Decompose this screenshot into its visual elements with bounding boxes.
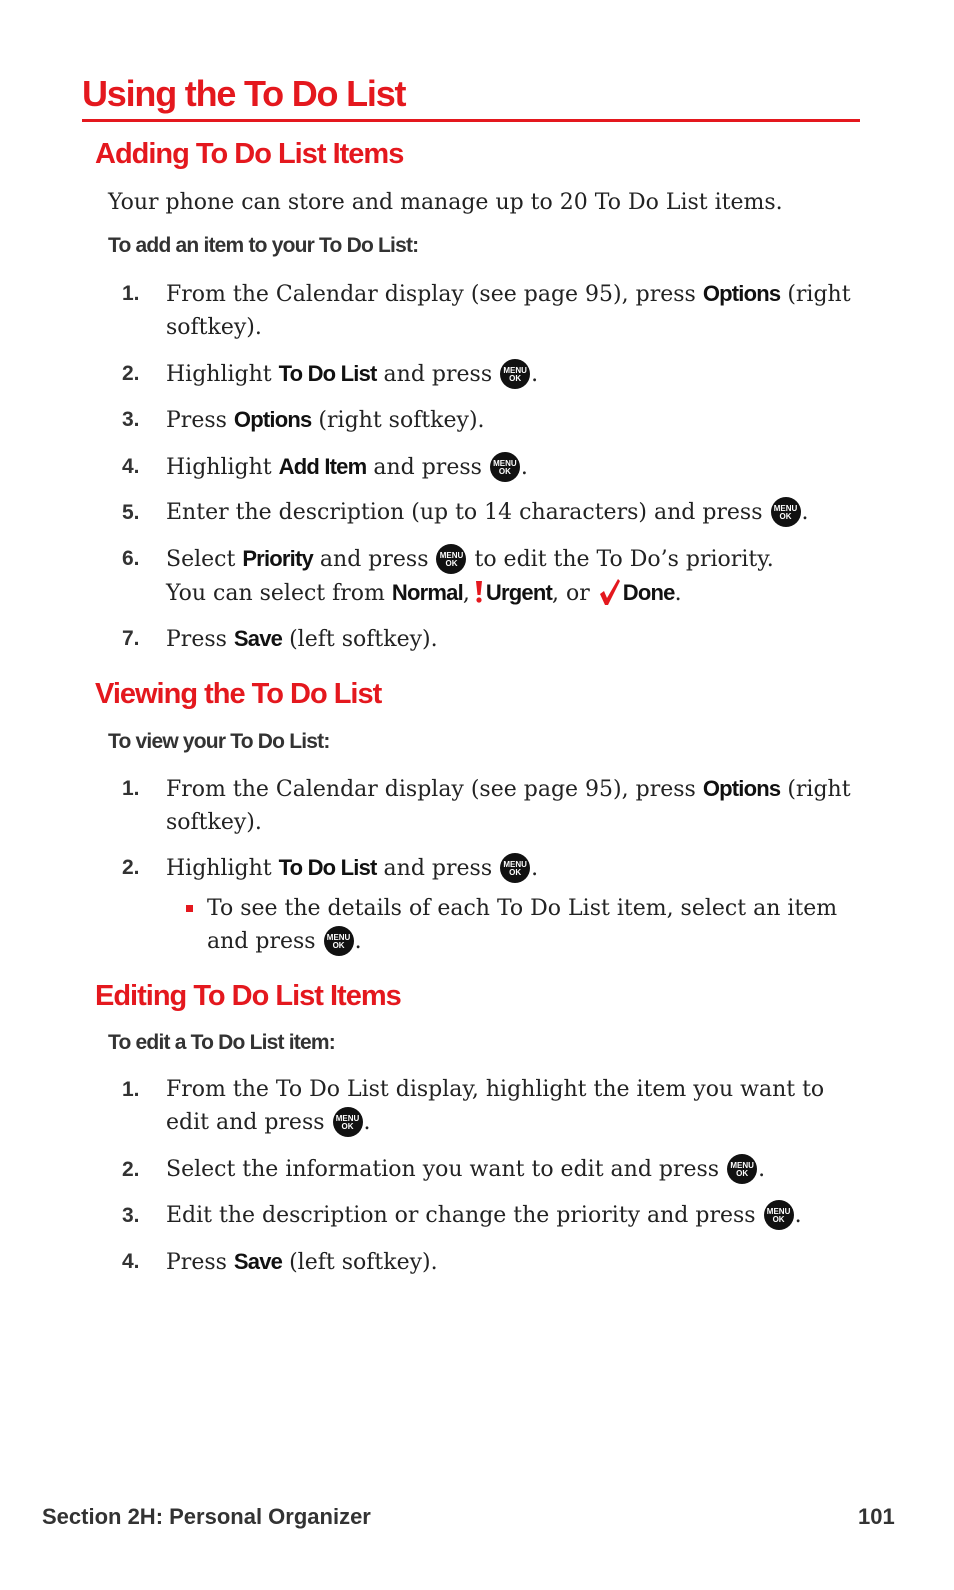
keyword-options: Options bbox=[702, 281, 781, 306]
step-text: From the Calendar display (see page 95), press bbox=[166, 282, 703, 307]
step-number: 3. bbox=[122, 1204, 140, 1227]
menu-ok-key-icon: MENU OK bbox=[727, 1154, 757, 1184]
adding-intro: Your phone can store and manage up to 20 To Do List items. bbox=[108, 190, 783, 215]
keyword-options: Options bbox=[233, 407, 312, 432]
footer-section-label: Section 2H: Personal Organizer bbox=[42, 1504, 371, 1529]
keyword-to-do-list: To Do List bbox=[278, 361, 377, 386]
viewing-subhead: To view your To Do List: bbox=[108, 730, 330, 753]
step-number: 7. bbox=[122, 627, 140, 650]
editing-subhead: To edit a To Do List item: bbox=[108, 1031, 335, 1054]
step-text: Enter the description (up to 14 characters) and press bbox=[166, 500, 770, 525]
step-text: Highlight bbox=[166, 455, 279, 480]
step-text: (right softkey). bbox=[311, 408, 485, 433]
menu-ok-key-icon: MENU OK bbox=[500, 853, 530, 883]
step-number: 1. bbox=[122, 282, 140, 305]
step-number: 2. bbox=[122, 1158, 140, 1181]
adding-heading: Adding To Do List Items bbox=[95, 138, 404, 170]
keyword-to-do-list: To Do List bbox=[278, 855, 377, 880]
menu-ok-key-icon: MENU OK bbox=[333, 1107, 363, 1137]
step-text: (right softkey). bbox=[166, 282, 851, 340]
separator: , or bbox=[552, 581, 590, 606]
keyword-options: Options bbox=[702, 776, 781, 801]
urgent-priority-icon bbox=[474, 580, 484, 604]
menu-ok-key-icon: MENU OK bbox=[324, 926, 354, 956]
step-number: 4. bbox=[122, 455, 140, 478]
viewing-heading: Viewing the To Do List bbox=[95, 678, 382, 710]
step-number: 3. bbox=[122, 408, 140, 431]
menu-ok-key-icon: MENU OK bbox=[764, 1200, 794, 1230]
adding-subhead: To add an item to your To Do List: bbox=[108, 234, 419, 257]
editing-heading: Editing To Do List Items bbox=[95, 980, 401, 1012]
title-rule bbox=[82, 119, 860, 122]
step-number: 2. bbox=[122, 362, 140, 385]
step-number: 1. bbox=[122, 1078, 140, 1101]
keyword-done: Done bbox=[622, 580, 675, 605]
step-text: Press bbox=[166, 408, 234, 433]
bullet-text: To see the details of each To Do List item, select an item and press bbox=[207, 896, 838, 954]
keyword-urgent: Urgent bbox=[485, 580, 552, 605]
keyword-save: Save bbox=[233, 626, 283, 651]
step-text: You can select from bbox=[166, 581, 392, 606]
step-text: Select bbox=[166, 547, 243, 572]
step-text: and press bbox=[376, 362, 500, 387]
step-text: and press bbox=[376, 856, 500, 881]
step-number: 2. bbox=[122, 856, 140, 879]
menu-ok-key-icon: MENU OK bbox=[771, 497, 801, 527]
step-number: 1. bbox=[122, 777, 140, 800]
menu-ok-key-icon: MENU OK bbox=[436, 544, 466, 574]
step-text: Press bbox=[166, 627, 234, 652]
step-text: From the Calendar display (see page 95), press bbox=[166, 777, 703, 802]
done-checkmark-icon bbox=[599, 578, 621, 606]
page-title: Using the To Do List bbox=[82, 73, 406, 114]
keyword-add-item: Add Item bbox=[278, 454, 367, 479]
keyword-priority: Priority bbox=[242, 546, 313, 571]
keyword-normal: Normal bbox=[391, 580, 463, 605]
step-text: Press bbox=[166, 1250, 234, 1275]
keyword-save: Save bbox=[233, 1249, 283, 1274]
step-text: to edit the To Do’s priority. bbox=[467, 547, 774, 572]
step-number: 5. bbox=[122, 501, 140, 524]
step-text: From the To Do List display, highlight the item you want to edit and press bbox=[166, 1077, 825, 1135]
step-text: Select the information you want to edit and press bbox=[166, 1157, 727, 1182]
step-text: Edit the description or change the priority and press bbox=[166, 1203, 763, 1228]
step-text: Highlight bbox=[166, 362, 279, 387]
menu-ok-key-icon: MENU OK bbox=[490, 452, 520, 482]
footer-page-number: 101 bbox=[858, 1504, 895, 1529]
step-number: 4. bbox=[122, 1250, 140, 1273]
separator: , bbox=[462, 581, 470, 606]
bullet-square bbox=[186, 905, 193, 912]
menu-ok-key-icon: MENU OK bbox=[500, 359, 530, 389]
step-text: (left softkey). bbox=[282, 627, 438, 652]
step-text: (right softkey). bbox=[166, 777, 851, 835]
step-text: and press bbox=[312, 547, 436, 572]
step-text: Highlight bbox=[166, 856, 279, 881]
step-text: (left softkey). bbox=[282, 1250, 438, 1275]
step-number: 6. bbox=[122, 547, 140, 570]
step-text: and press bbox=[366, 455, 489, 480]
